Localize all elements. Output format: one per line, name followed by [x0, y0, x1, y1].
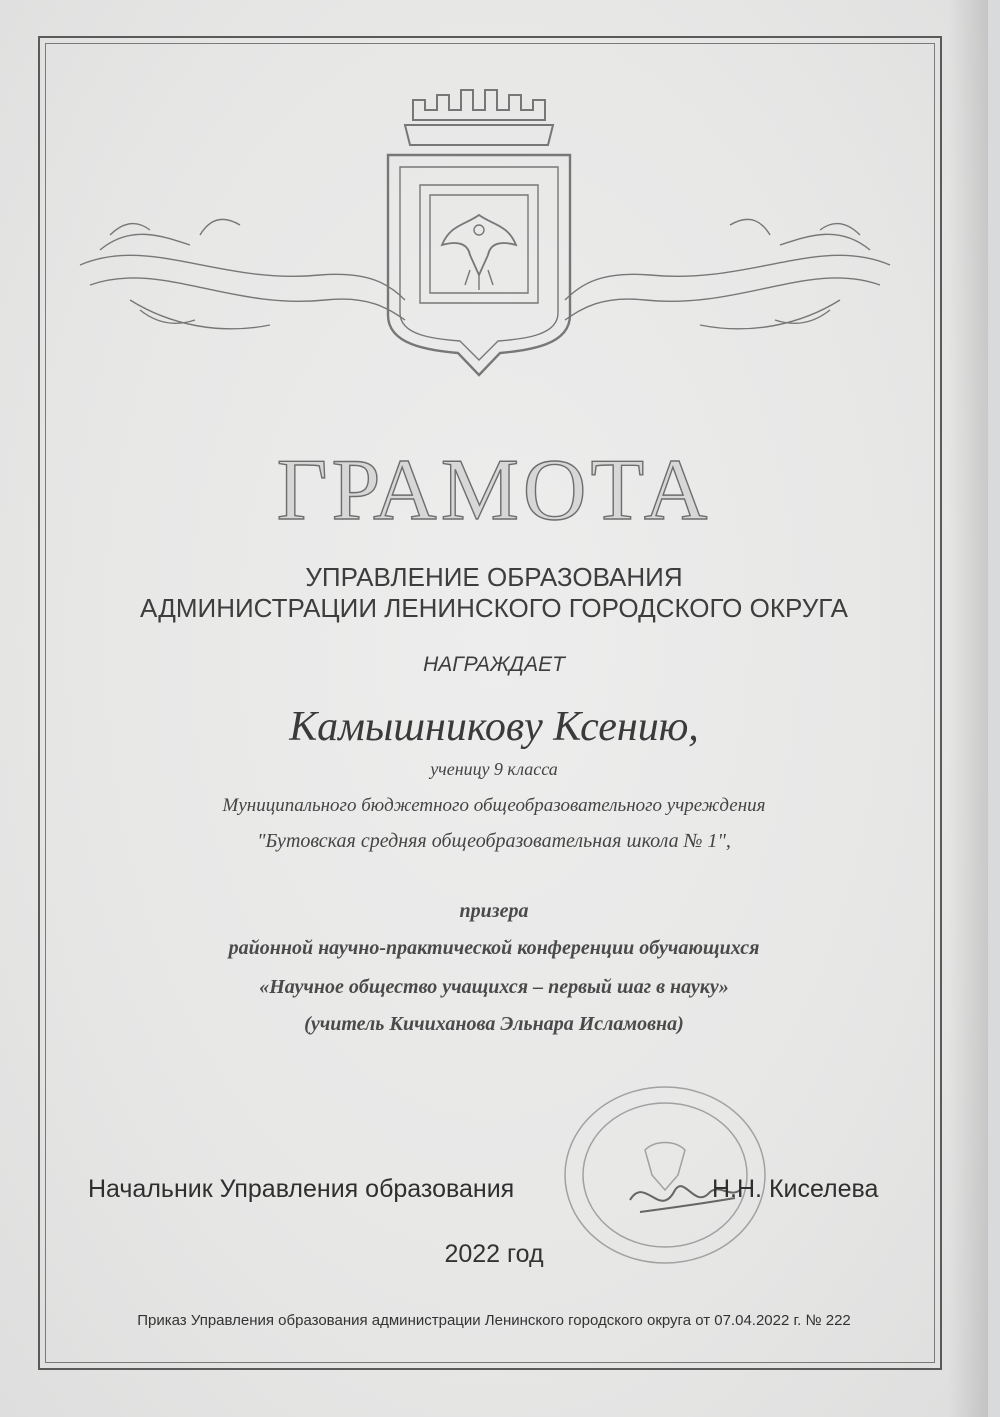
recipient-name: Камышникову Ксению, [289, 704, 699, 750]
conference-line-2: «Научное общество учащихся – первый шаг в науку» [259, 976, 729, 998]
awards-label: НАГРАЖДАЕТ [423, 653, 565, 676]
order-reference: Приказ Управления образования администрации Ленинского городского округа от 07.04.2022 г. № 222 [137, 1312, 851, 1329]
conference-line-1: районной научно-практической конференции обучающихся [228, 937, 760, 959]
signatory-position: Начальник Управления образования [88, 1175, 515, 1203]
certificate-year: 2022 год [444, 1240, 544, 1268]
institution-line-1: Муниципального бюджетного общеобразовательного учреждения [222, 795, 766, 816]
coat-of-arms-emblem [70, 85, 900, 385]
recipient-grade: ученицу 9 класса [430, 759, 558, 779]
certificate-title: ГРАМОТА [276, 442, 712, 539]
award-status: призера [459, 900, 529, 922]
signatory-name: Н.Н. Киселева [712, 1175, 879, 1203]
teacher-name: (учитель Кичиханова Эльнара Исламовна) [304, 1013, 684, 1035]
institution-line-2: "Бутовская средняя общеобразовательная школа № 1", [257, 830, 731, 852]
issuer-line-2: АДМИНИСТРАЦИИ ЛЕНИНСКОГО ГОРОДСКОГО ОКРУГА [140, 593, 848, 623]
issuer-line-1: УПРАВЛЕНИЕ ОБРАЗОВАНИЯ [305, 562, 683, 592]
